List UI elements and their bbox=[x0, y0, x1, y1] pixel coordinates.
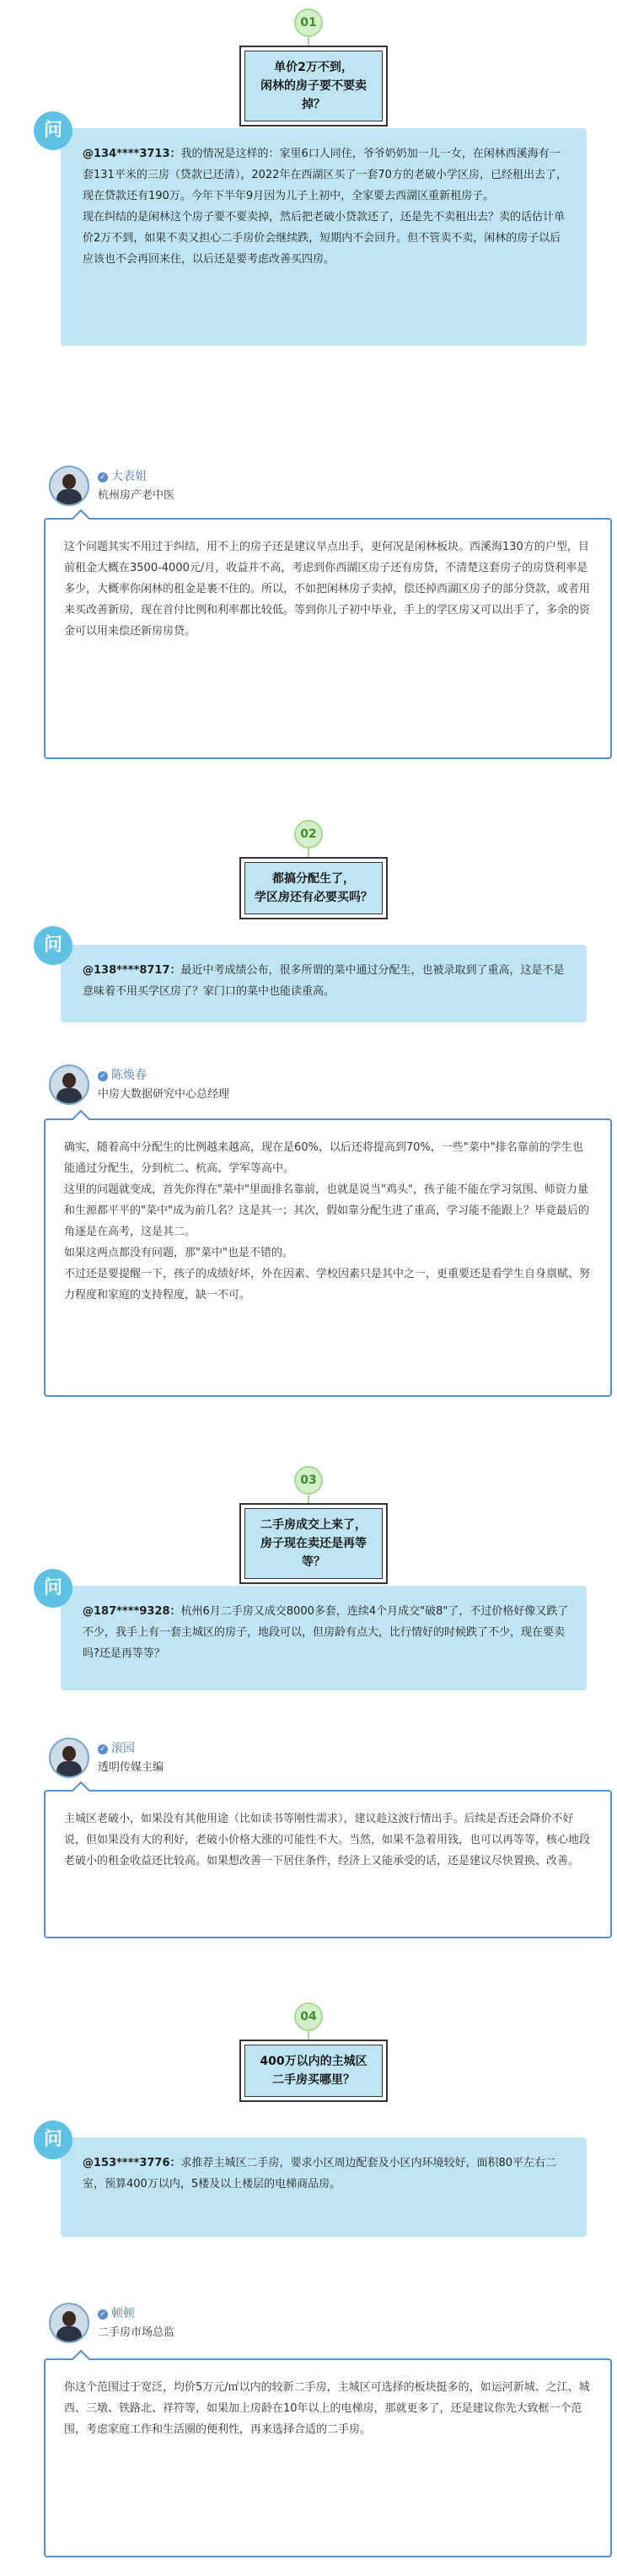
answer-box: 主城区老破小，如果没有其他用途（比如读书等刚性需求），建议趁这波行情出手。后续是否还会降价不好说，但如果没有大的利好，老破小价格大涨的可能性不大。当然，如果不急着用钱，也可以再等等，核心地段老破小的租金收益还比较高。如果想改善一下居住条件，经济上又能承受的话，还是建议尽快置换、改善。 bbox=[44, 1790, 612, 1938]
ask-badge-icon: 问 bbox=[34, 2121, 72, 2159]
question-box: @187****9328：杭州6月二手房又成交8000多套，连续4个月成交"破8"了，不过价格好像又跌了不少，我手上有一套主城区的房子，地段可以，但房龄有点大，比行情好的时候跌了不少，现在要卖吗?还是再等等？ bbox=[61, 1586, 587, 1690]
section-title: 400万以内的主城区 二手房买哪里？ bbox=[239, 2040, 388, 2102]
verified-icon: ✓ bbox=[98, 2309, 108, 2320]
expert-name: 大表姐 bbox=[111, 470, 147, 483]
expert-name: 滚园 bbox=[111, 1742, 135, 1755]
answer-box: 这个问题其实不用过于纠结，用不上的房子还是建议早点出手，更何况是闲林板块。西溪海130方的户型，目前租金大概在3500-4000元/月，收益并不高，考虑到你西湖区房子还有房贷，不清楚这套房子的房贷利率是多少，大概率你闲林的租金是裹不住的。所以，不如把闲林房子卖掉，偿还掉西湖区房子的部分贷款，或者用来买改善新房，现在首付比例和利率都比较低。等到你儿子初中毕业，手上的学区房又可以出手了，多余的资金可以用来偿还新房房贷。 bbox=[44, 518, 612, 759]
verified-icon: ✓ bbox=[98, 1071, 108, 1081]
section-title: 都搞分配生了， 学区房还有必要买吗？ bbox=[239, 857, 388, 919]
expert-role: 杭州房产老中医 bbox=[98, 489, 175, 502]
avatar bbox=[49, 2303, 89, 2343]
expert-role: 透明传媒主编 bbox=[98, 1761, 164, 1774]
verified-icon: ✓ bbox=[98, 1744, 108, 1754]
avatar bbox=[49, 1064, 89, 1105]
question-box: @134****3713：我的情况是这样的：家里6口人同住，爷爷奶奶加一儿一女，在闲林西溪海有一套131平米的三房（贷款已还清），2022年在西湖区买了一套70方的老破小学区房，已经租出去了，现在贷款还有190万。今年下半年9月因为儿子上初中，全家要去西湖区重新租房子。 现在纠结的是闲林这个房子要不要卖掉，然后把老破小贷款还了，还是先不卖租出去？卖的话估计单价2万不到，如果不卖又担心二手房价会继续跌，短期内不会回升。但不管卖不卖，闲林的房子以后应该也不会再回来住，以后还是要考虑改善买四房。 bbox=[61, 128, 587, 346]
avatar bbox=[49, 466, 89, 506]
verified-icon: ✓ bbox=[98, 472, 108, 482]
ask-badge-icon: 问 bbox=[34, 926, 72, 965]
user-id: @138****8717： bbox=[83, 964, 181, 977]
user-id: @187****9328： bbox=[83, 1605, 181, 1618]
answer-box: 确实，随着高中分配生的比例越来越高，现在是60%，以后还将提高到70%，一些"菜中"排名靠前的学生也能通过分配生，分到杭二、杭高、学军等高中。 这里的问题就变成，首先你得在"菜中"里面排名靠前，也就是说当"鸡头"，孩子能不能在学习氛围、师资力量和生源都平平的"菜中"成为前几名？这是其一；其次，假如靠分配生进了重高，学习能不能跟上？毕竟最后的角逐是在高考，这是其二。 如果这两点都没有问题，那"菜中"也是不错的。 不过还是要提醒一下，孩子的成绩好坏，外在因素、学校因素只是其中之一，更重要还是看学生自身禀赋、努力程度和家庭的支持程度，缺一不可。 bbox=[44, 1118, 612, 1397]
user-id: @153****3776： bbox=[83, 2157, 181, 2169]
avatar bbox=[49, 1738, 89, 1778]
ask-badge-icon: 问 bbox=[34, 111, 72, 150]
ask-badge-icon: 问 bbox=[34, 1569, 72, 1608]
expert-role: 中房大数据研究中心总经理 bbox=[98, 1088, 230, 1101]
section-number: 04 bbox=[294, 2002, 323, 2031]
answer-box: 你这个范围过于宽泛，均价5万元/㎡以内的较新二手房，主城区可选择的板块挺多的，如运河新城、之江、城西、三墩、铁路北、祥符等，如果加上房龄在10年以上的电梯房，那就更多了，还是建议你先大致框一个范围，考虑家庭工作和生活圈的便利性，再来选择合适的二手房。 bbox=[44, 2358, 612, 2557]
question-box: @138****8717：最近中考成绩公布，很多所谓的菜中通过分配生，也被录取到了重高，这是不是意味着不用买学区房了？家门口的菜中也能读重高。 bbox=[61, 945, 587, 1022]
expert-name: 陈焕春 bbox=[111, 1069, 147, 1082]
section-number: 03 bbox=[294, 1466, 323, 1495]
section-title: 单价2万不到， 闲林的房子要不要卖掉？ bbox=[239, 46, 388, 127]
expert-role: 二手房市场总监 bbox=[98, 2326, 175, 2339]
expert-name: 顿顿 bbox=[111, 2307, 135, 2320]
question-box: @153****3776：求推荐主城区二手房，要求小区周边配套及小区内环境较好，面积80平左右二室，预算400万以内，5楼及以上楼层的电梯商品房。 bbox=[61, 2137, 587, 2237]
user-id: @134****3713： bbox=[83, 148, 181, 160]
section-number: 01 bbox=[294, 8, 323, 37]
section-title: 二手房成交上来了， 房子现在卖还是再等等？ bbox=[239, 1503, 388, 1584]
section-number: 02 bbox=[294, 820, 323, 849]
